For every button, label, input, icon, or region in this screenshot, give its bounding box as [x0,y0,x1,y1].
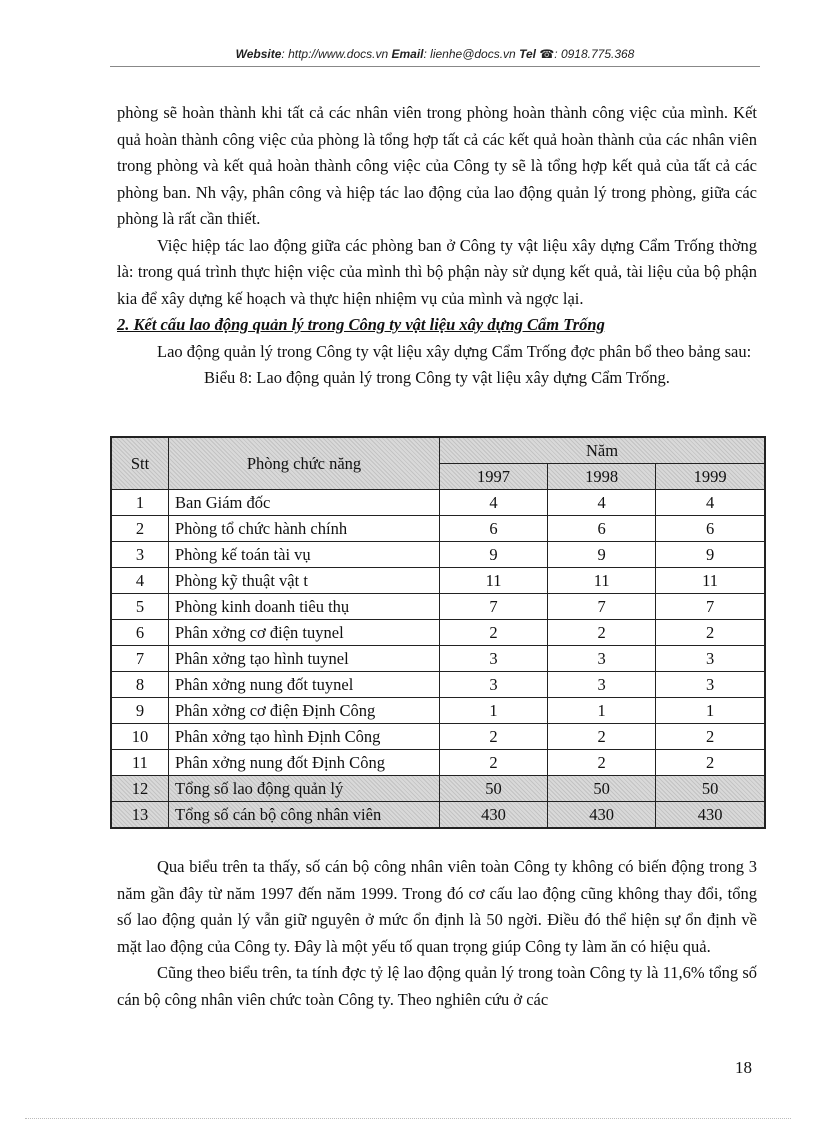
table-body [111,490,765,829]
header-year-group: Năm [440,437,766,464]
row-1997-cell: 4 [440,490,548,516]
row-1999-cell: 2 [656,620,765,646]
row-stt-cell: 13 [111,802,169,829]
row-stt-cell: 2 [111,516,169,542]
row-1998-cell: 4 [548,490,656,516]
row-1998-cell: 3 [548,646,656,672]
row-1998-cell: 50 [548,776,656,802]
tel-value: : 0918.775.368 [554,47,635,61]
lower-text-block [117,854,757,1013]
phone-icon: ☎ [539,47,555,61]
table-row [111,490,765,516]
row-1999-cell: 3 [656,672,765,698]
row-dept-cell: Phòng kinh doanh tiêu thụ [169,594,440,620]
row-dept-cell: Phòng tổ chức hành chính [169,516,440,542]
row-stt-cell: 12 [111,776,169,802]
row-1999-cell: 430 [656,802,765,829]
row-1997-cell: 6 [440,516,548,542]
table-row [111,594,765,620]
row-1997-cell: 3 [440,672,548,698]
row-1997-cell: 50 [440,776,548,802]
table-row [111,802,765,829]
table-row [111,516,765,542]
row-stt-cell: 6 [111,620,169,646]
row-dept-cell: Phân xởng cơ điện Định Công [169,698,440,724]
row-1999-cell: 2 [656,750,765,776]
tel-label: Tel [519,47,536,61]
paragraph-2: Việc hiệp tác lao động giữa các phòng ban ở Công ty vật liệu xây dựng Cẩm Trống thờng là: trong quá trình thực hiện việc của mình thì bộ phận này sử dụng kết quả, tài liệu của bộ phận kia để xây dựng kế hoạch và thực hiện nhiệm vụ của mình và ngợc lại. [117,235,757,308]
upper-text-block [117,100,757,392]
row-1997-cell: 430 [440,802,548,829]
row-1997-cell: 9 [440,542,548,568]
row-dept-cell: Phân xởng tạo hình tuynel [169,646,440,672]
row-stt-cell: 9 [111,698,169,724]
row-dept-cell: Tổng số lao động quản lý [169,776,440,802]
row-1998-cell: 3 [548,672,656,698]
website-label: Website [235,47,282,61]
email-value[interactable]: : lienhe@docs.vn [423,47,516,61]
row-1998-cell: 7 [548,594,656,620]
header-divider [110,66,760,67]
website-url[interactable]: : http://www.docs.vn [281,47,389,61]
page-number: 18 [735,1058,752,1077]
row-1997-cell: 2 [440,620,548,646]
row-1998-cell: 430 [548,802,656,829]
paragraph-5: Cũng theo biểu trên, ta tính đợc tỷ lệ lao động quản lý trong toàn Công ty là 11,6% tổng số cán bộ công nhân viên chức toàn Công ty. Theo nghiên cứu ở các [117,963,757,1009]
row-stt-cell: 4 [111,568,169,594]
row-dept-cell: Phân xởng cơ điện tuynel [169,620,440,646]
row-1999-cell: 1 [656,698,765,724]
row-1998-cell: 2 [548,750,656,776]
row-dept-cell: Phân xởng tạo hình Định Công [169,724,440,750]
row-dept-cell: Phòng kế toán tài vụ [169,542,440,568]
header-year-1997: 1997 [440,464,548,490]
table-row [111,646,765,672]
row-stt-cell: 1 [111,490,169,516]
row-1999-cell: 4 [656,490,765,516]
table-row [111,698,765,724]
row-1997-cell: 11 [440,568,548,594]
paragraph-1: phòng sẽ hoàn thành khi tất cả các nhân viên trong phòng hoàn thành công việc của mình. Kết quả hoàn thành công việc của phòng là tổng hợp tất cả các kết quả hoàn thành của các nhân viên trong phòng và kết quả hoàn thành công việc của Công ty sẽ là tổng hợp kết quả của tất cả các phòng ban. Nh vậy, phân công và hiệp tác lao động của lao động quản lý trong phòng, giữa các phòng là rất cần thiết. [117,103,757,228]
row-1997-cell: 7 [440,594,548,620]
row-1997-cell: 1 [440,698,548,724]
row-stt-cell: 7 [111,646,169,672]
row-dept-cell: Phân xởng nung đốt tuynel [169,672,440,698]
page-header [110,47,760,61]
row-dept-cell: Tổng số cán bộ công nhân viên [169,802,440,829]
table-row [111,542,765,568]
row-1999-cell: 6 [656,516,765,542]
row-1998-cell: 1 [548,698,656,724]
row-1999-cell: 3 [656,646,765,672]
bottom-divider [25,1118,791,1119]
row-stt-cell: 5 [111,594,169,620]
row-stt-cell: 3 [111,542,169,568]
row-1998-cell: 2 [548,724,656,750]
header-dept: Phòng chức năng [169,437,440,490]
email-label: Email [391,47,424,61]
row-1999-cell: 2 [656,724,765,750]
header-stt: Stt [111,437,169,490]
table-row [111,724,765,750]
row-1998-cell: 11 [548,568,656,594]
paragraph-3: Lao động quản lý trong Công ty vật liệu xây dựng Cẩm Trống đợc phân bổ theo bảng sau: [157,341,752,361]
row-1999-cell: 9 [656,542,765,568]
header-year-1999: 1999 [656,464,765,490]
row-stt-cell: 10 [111,724,169,750]
section-heading: 2. Kết cấu lao động quản lý trong Công ty vật liệu xây dựng Cẩm Trống [117,315,605,334]
table-row [111,776,765,802]
table-row [111,672,765,698]
table-row [111,568,765,594]
row-1998-cell: 9 [548,542,656,568]
row-1998-cell: 2 [548,620,656,646]
paragraph-4: Qua biểu trên ta thấy, số cán bộ công nhân viên toàn Công ty không có biến động trong 3 năm gần đây từ năm 1997 đến năm 1999. Trong đó cơ cấu lao động cũng không thay đổi, tổng số lao động quản lý vẫn giữ nguyên ở mức ổn định là 50 ngời. Điều đó thể hiện sự ổn định về mặt lao động của Công ty. Đây là một yếu tố quan trọng giúp Công ty làm ăn có hiệu quả. [117,857,757,956]
table-row [111,620,765,646]
row-dept-cell: Ban Giám đốc [169,490,440,516]
table-row [111,750,765,776]
row-1997-cell: 2 [440,750,548,776]
header-year-1998: 1998 [548,464,656,490]
row-1998-cell: 6 [548,516,656,542]
row-1997-cell: 3 [440,646,548,672]
row-1999-cell: 50 [656,776,765,802]
row-1997-cell: 2 [440,724,548,750]
row-stt-cell: 11 [111,750,169,776]
row-dept-cell: Phòng kỹ thuật vật t [169,568,440,594]
row-1999-cell: 11 [656,568,765,594]
row-1999-cell: 7 [656,594,765,620]
table-caption: Biểu 8: Lao động quản lý trong Công ty vật liệu xây dựng Cẩm Trống. [204,368,670,387]
row-dept-cell: Phân xởng nung đốt Định Công [169,750,440,776]
row-stt-cell: 8 [111,672,169,698]
labor-table [110,436,766,829]
table-header-row [111,437,765,464]
